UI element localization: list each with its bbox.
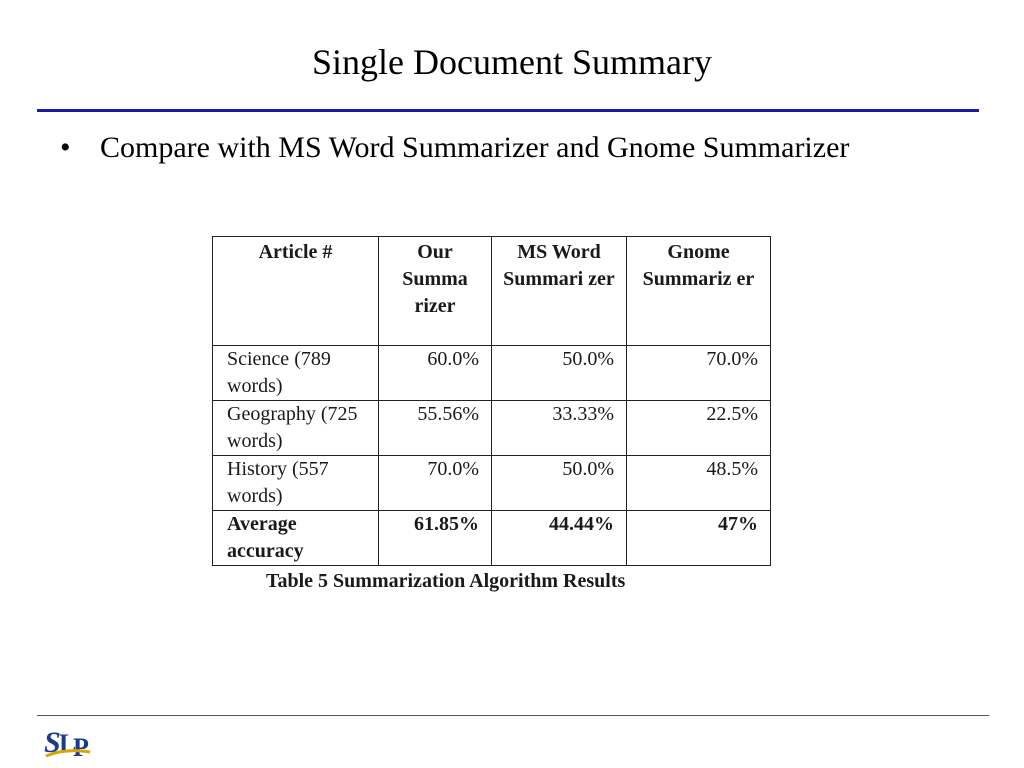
- cell-our-summarizer: 61.85%: [379, 511, 492, 566]
- cell-our-summarizer: 70.0%: [379, 456, 492, 511]
- results-table: [212, 236, 771, 566]
- bullet-item: [60, 128, 849, 168]
- table-caption: Table 5 Summarization Algorithm Results: [266, 570, 626, 592]
- title-divider: [37, 109, 979, 112]
- table-row: [213, 346, 771, 401]
- cell-ms-word: 50.0%: [492, 346, 627, 401]
- header-gnome-summarizer: Gnome Summariz er: [627, 237, 771, 346]
- svg-text:S: S: [44, 726, 61, 759]
- table-row-average: [213, 511, 771, 566]
- table-row: [213, 401, 771, 456]
- cell-ms-word: 44.44%: [492, 511, 627, 566]
- table-header-row: [213, 237, 771, 346]
- cell-article: Geography (725 words): [213, 401, 379, 456]
- bullet-icon: •: [60, 131, 71, 164]
- slide-title: Single Document Summary: [312, 42, 712, 82]
- svg-text:P: P: [73, 733, 89, 762]
- cell-our-summarizer: 60.0%: [379, 346, 492, 401]
- cell-gnome: 47%: [627, 511, 771, 566]
- cell-gnome: 22.5%: [627, 401, 771, 456]
- header-our-summarizer: Our Summa rizer: [379, 237, 492, 346]
- cell-article: Science (789 words): [213, 346, 379, 401]
- bullet-text: Compare with MS Word Summarizer and Gnome Summarizer: [100, 131, 850, 164]
- cell-article: History (557 words): [213, 456, 379, 511]
- slp-logo: [42, 722, 94, 762]
- cell-ms-word: 33.33%: [492, 401, 627, 456]
- cell-ms-word: 50.0%: [492, 456, 627, 511]
- header-ms-word-summarizer: MS Word Summari zer: [492, 237, 627, 346]
- results-table-figure: [212, 236, 772, 594]
- table-row: [213, 456, 771, 511]
- cell-gnome: 70.0%: [627, 346, 771, 401]
- header-article: Article #: [213, 237, 379, 346]
- footer-divider: [37, 715, 989, 716]
- cell-our-summarizer: 55.56%: [379, 401, 492, 456]
- cell-gnome: 48.5%: [627, 456, 771, 511]
- svg-text:L: L: [59, 729, 77, 758]
- cell-article: Average accuracy: [213, 511, 379, 566]
